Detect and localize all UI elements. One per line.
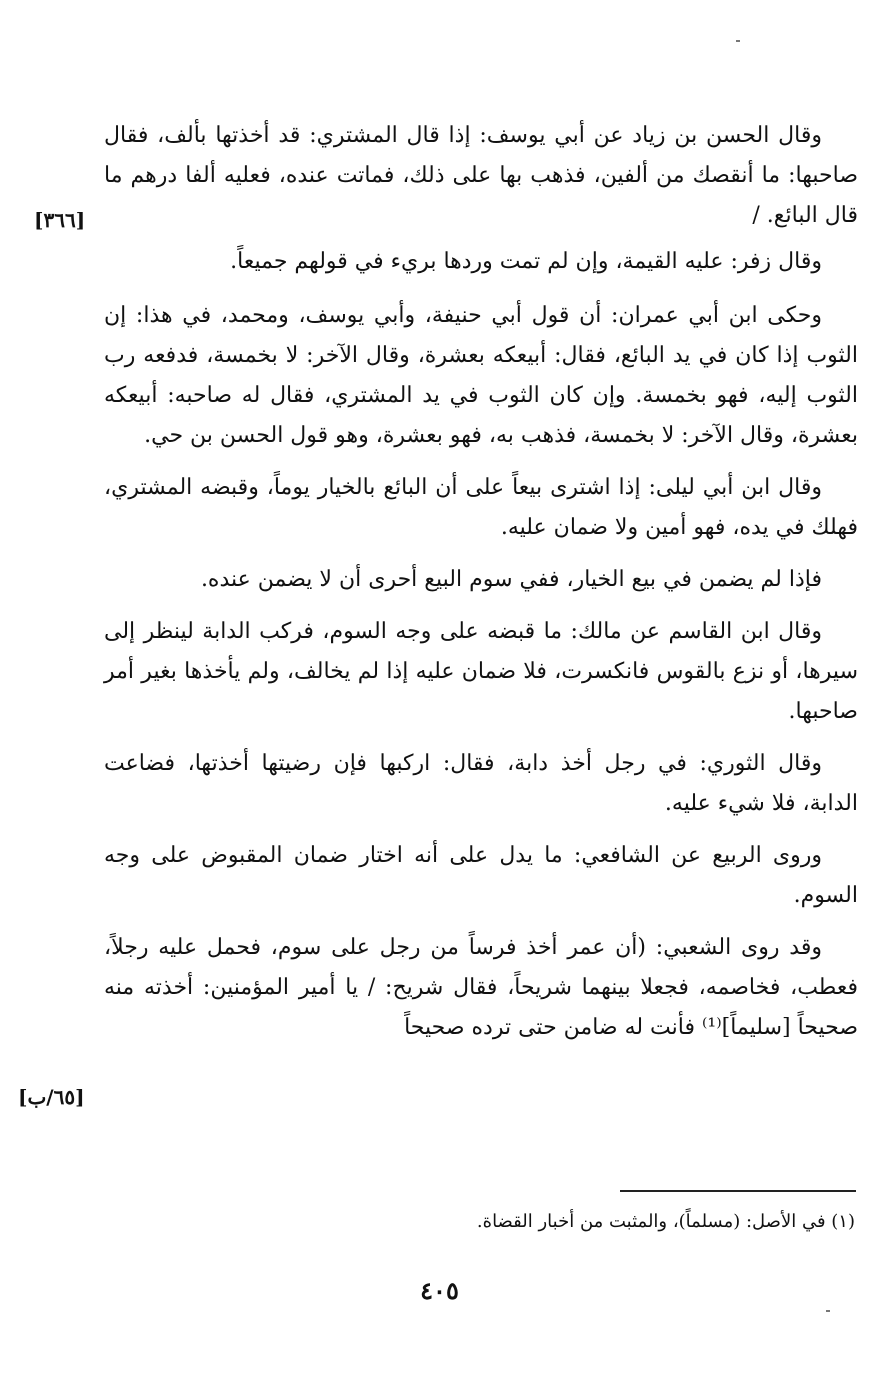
footnote: (١) في الأصل: (مسلماً)، والمثبت من أخبار القضاة.: [476, 1211, 855, 1232]
paragraph-1: وقال الحسن بن زياد عن أبي يوسف: إذا قال المشتري: قد أخذتها بألف، فقال صاحبها: ما أنقصك من ألفين، فذهب بها على ذلك، فماتت عنده، فعليه ألفا درهم ما قال البائع. /: [104, 123, 858, 228]
margin-marker-folio: [٦٥/ب]: [18, 1085, 85, 1109]
paragraph-5: فإذا لم يضمن في بيع الخيار، ففي سوم البيع أحرى أن لا يضمن عنده.: [200, 567, 822, 592]
scan-speck: [826, 1310, 830, 1312]
paragraph-6: وقال ابن القاسم عن مالك: ما قبضه على وجه السوم، فركب الدابة لينظر إلى سيرها، أو نزع بالقوس فانكسرت، فلا ضمان عليه إذا لم يخالف، ولم يأخذها بغير أمر صاحبها.: [104, 619, 858, 724]
paragraph-3: وحكى ابن أبي عمران: أن قول أبي حنيفة، وأبي يوسف، ومحمد، في هذا: إن الثوب إذا كان في يد البائع، فقال: أبيعكه بعشرة، وقال الآخر: لا بخمسة، فدفعه رب الثوب إليه، فهو بخمسة. وإن كان الثوب في يد المشتري، فقال له صاحبه: أبيعكه بعشرة، وقال الآخر: لا بخمسة، فذهب به، فهو بعشرة، وهو قول الحسن بن حي.: [104, 303, 859, 448]
paragraph-7: وقال الثوري: في رجل أخذ دابة، فقال: اركبها فإن رضيتها أخذتها، فضاعت الدابة، فلا شيء عليه.: [104, 751, 858, 816]
margin-marker-manuscript-page: [٣٦٦]: [34, 208, 86, 232]
paragraph-9: وقد روى الشعبي: (أن عمر أخذ فرساً من رجل على سوم، فحمل عليه رجلاً، فعطب، فخاصمه، فجعلا بينهما شريحاً، فقال شريح: / يا أمير المؤمنين: أخذته منه صحيحاً [سليماً]⁽¹⁾ فأنت له ضامن حتى ترده صحيحاً: [104, 935, 858, 1040]
page-number: ٤٠٥: [420, 1276, 459, 1305]
scan-speck: [736, 40, 740, 42]
main-text: [104, 116, 858, 1048]
paragraph-2: وقال زفر: عليه القيمة، وإن لم تمت وردها بريء في قولهم جميعاً.: [230, 249, 822, 274]
paragraph-4: وقال ابن أبي ليلى: إذا اشترى بيعاً على أن البائع بالخيار يوماً، وقبضه المشتري، فهلك في يده، فهو أمين ولا ضمان عليه.: [104, 475, 858, 540]
paragraph-8: وروى الربيع عن الشافعي: ما يدل على أنه اختار ضمان المقبوض على وجه السوم.: [104, 843, 858, 908]
footnote-separator: [620, 1190, 856, 1192]
